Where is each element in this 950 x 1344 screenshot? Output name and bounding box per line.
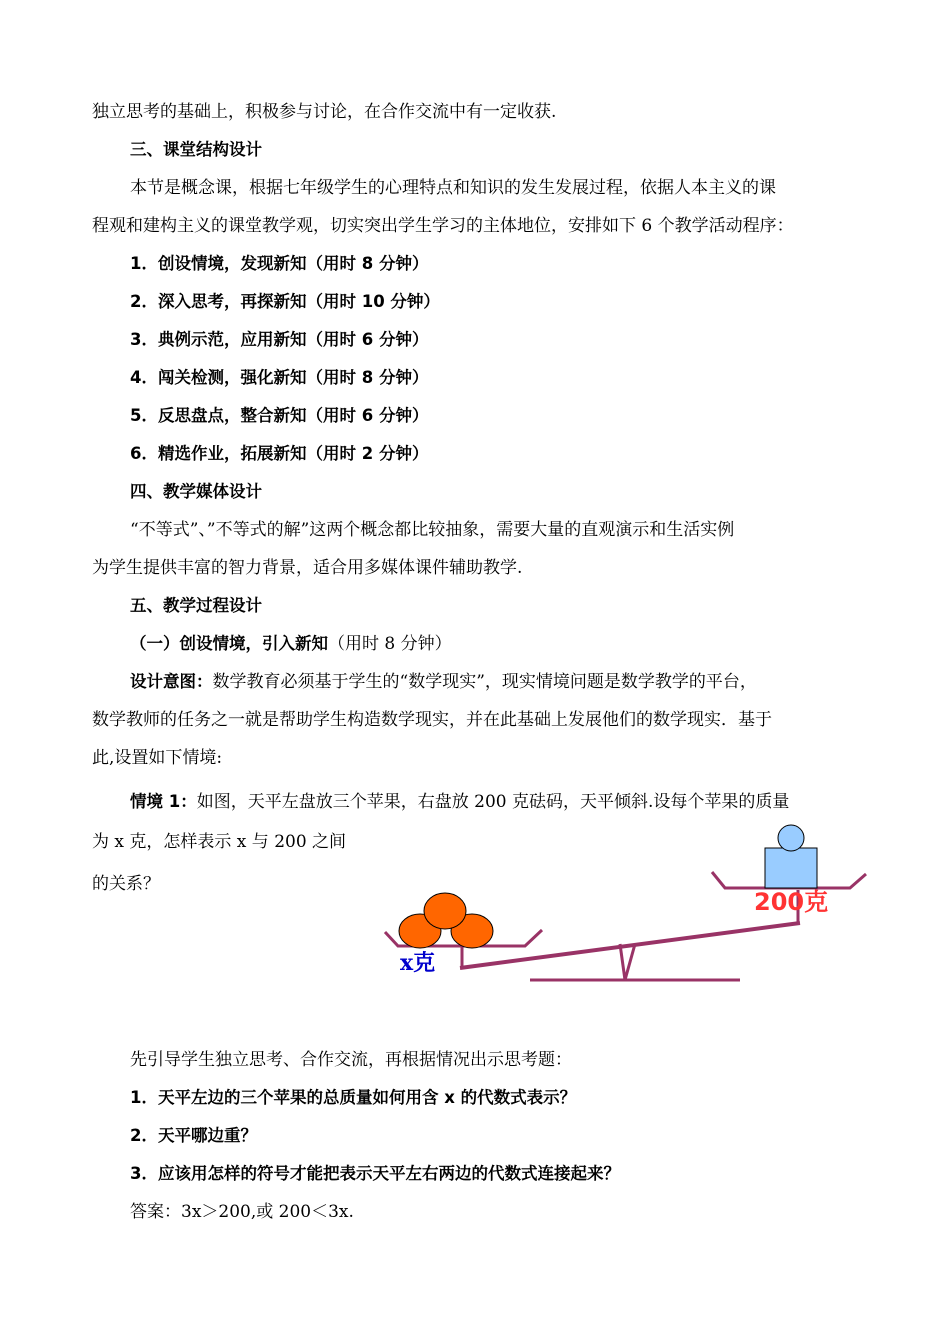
step-item: 1．创设情境，发现新知（用时 8 分钟） <box>130 254 429 273</box>
paragraph-intro-end: 独立思考的基础上，积极参与讨论，在合作交流中有一定收获. <box>92 102 557 122</box>
question-item: 1．天平左边的三个苹果的总质量如何用含 x 的代数式表示？ <box>130 1088 577 1107</box>
weight-200g <box>765 825 817 888</box>
design-intent-text: 数学教育必须基于学生的“数学现实”，现实情境问题是数学教学的平台， <box>212 672 757 692</box>
subheading-1 <box>130 632 452 656</box>
design-intent-line1 <box>130 670 757 694</box>
scene-line2: 为 x 克，怎样表示 x 与 200 之间 <box>92 832 347 852</box>
heading-4: 四、教学媒体设计 <box>130 482 262 501</box>
scale-base <box>530 944 740 980</box>
step-item: 5．反思盘点，整合新知（用时 6 分钟） <box>130 406 429 425</box>
balance-scale-figure <box>380 820 890 995</box>
right-pan-label: 200克 <box>754 888 829 916</box>
answer-text: 答案：3x＞200,或 200＜3x. <box>130 1202 354 1222</box>
paragraph-structure-line1: 本节是概念课，根据七年级学生的心理特点和知识的发生发展过程，依据人本主义的课 <box>130 178 776 198</box>
apples <box>399 893 493 948</box>
heading-3: 三、课堂结构设计 <box>130 140 262 159</box>
subheading-1-title: （一）创设情境，引入新知 <box>130 634 328 653</box>
scene-line3: 的关系？ <box>92 874 160 894</box>
question-item: 2．天平哪边重？ <box>130 1126 257 1145</box>
step-item: 3．典例示范，应用新知（用时 6 分钟） <box>130 330 429 349</box>
scene-text: 如图，天平左盘放三个苹果，右盘放 200 克砝码，天平倾斜.设每个苹果的质量 <box>196 792 790 812</box>
scene-line1 <box>130 790 789 814</box>
design-intent-label: 设计意图： <box>130 672 213 691</box>
subheading-1-time: （用时 8 分钟） <box>328 634 452 654</box>
paragraph-media-line1: “不等式”、”不等式的解”这两个概念都比较抽象，需要大量的直观演示和生活实例 <box>130 520 735 540</box>
scene-label: 情境 1： <box>130 792 197 811</box>
paragraph-structure-line2: 程观和建构主义的课堂教学观，切实突出学生学习的主体地位，安排如下 6 个教学活动程序： <box>92 216 794 236</box>
apple <box>424 893 466 929</box>
left-pan-label: x克 <box>400 950 436 976</box>
step-item: 4．闯关检测，强化新知（用时 8 分钟） <box>130 368 429 387</box>
question-item: 3．应该用怎样的符号才能把表示天平左右两边的代数式连接起来？ <box>130 1164 620 1183</box>
heading-5: 五、教学过程设计 <box>130 596 262 615</box>
guide-text: 先引导学生独立思考、合作交流，再根据情况出示思考题： <box>130 1050 572 1070</box>
step-item: 6．精选作业，拓展新知（用时 2 分钟） <box>130 444 429 463</box>
step-item: 2．深入思考，再探新知（用时 10 分钟） <box>130 292 440 311</box>
paragraph-media-line2: 为学生提供丰富的智力背景，适合用多媒体课件辅助教学. <box>92 558 523 578</box>
design-intent-line3: 此,设置如下情境: <box>92 748 223 768</box>
design-intent-line2: 数学教师的任务之一就是帮助学生构造数学现实，并在此基础上发展他们的数学现实．基于 <box>92 710 772 730</box>
